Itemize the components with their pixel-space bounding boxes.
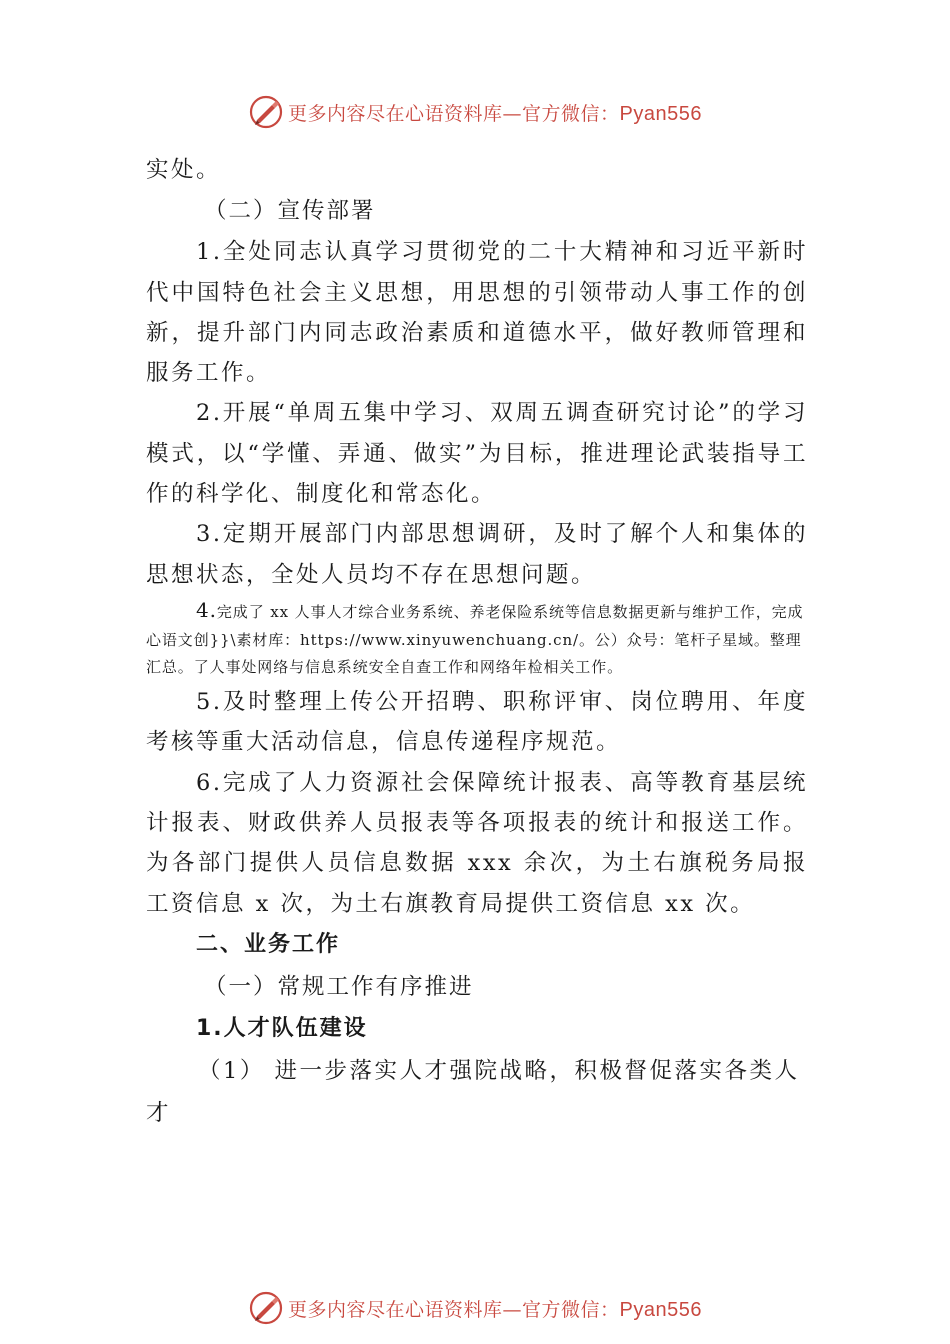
list-item-1: 1.全处同志认真学习贯彻党的二十大精神和习近平新时代中国特色社会主义思想，用思想的引领带动人事工作的创新，提升部门内同志政治素质和道德水平，做好教师管理和服务工作。 (146, 239, 808, 387)
list-item-4 (146, 597, 808, 682)
list-item-5: 5.及时整理上传公开招聘、职称评审、岗位聘用、年度考核等重大活动信息，信息传递程序规范。 (146, 689, 808, 756)
list-item-2: 2.开展“单周五集中学习、双周五调查研究讨论”的学习模式，以“学懂、弄通、做实”为目标，推进理论武装指导工作的科学化、制度化和常态化。 (146, 400, 808, 508)
subsection-heading-routine: （一）常规工作有序推进 (204, 973, 474, 1000)
list-item-4-text: 完成了 xx 人事人才综合业务系统、养老保险系统等信息数据更新与维护工作，完成心语文创}}\素材库：https://www.xinyuwenchuang.cn/。公）众号：笔杆子星域。整理汇总。了人事处网络与信息系统安全自查工作和网络年检相关工作。 (146, 602, 804, 677)
paragraph-talent-1: （1） 进一步落实人才强院战略，积极督促落实各类人才 (146, 1057, 800, 1126)
document-body (146, 150, 808, 1134)
banner-wechat-id: Pyan556 (619, 1298, 702, 1321)
pen-logo-icon (248, 94, 284, 130)
section-heading-propaganda: （二）宣传部署 (204, 198, 376, 225)
paragraph-continuation: 实处。 (146, 157, 222, 183)
banner-text: 更多内容尽在心语资料库—官方微信：Pyan556 (288, 102, 702, 125)
list-item-4-number: 4. (196, 597, 217, 622)
header-banner (0, 92, 950, 132)
section-heading-business: 二、业务工作 (196, 931, 341, 957)
list-item-3: 3.定期开展部门内部思想调研，及时了解个人和集体的思想状态，全处人员均不存在思想问题。 (146, 521, 808, 588)
footer-banner (0, 1288, 950, 1328)
list-item-6: 6.完成了人力资源社会保障统计报表、高等教育基层统计报表、财政供养人员报表等各项报表的统计和报送工作。 为各部门提供人员信息数据 xxx 余次，为土右旗税务局报工资信息 x 次，为土右旗教育局提供工资信息 xx 次。 (146, 769, 808, 917)
subsection-heading-talent: 1.人才队伍建设 (196, 1015, 368, 1041)
pen-logo-icon (248, 1290, 284, 1326)
banner-wechat-id: Pyan556 (619, 102, 702, 125)
banner-text: 更多内容尽在心语资料库—官方微信：Pyan556 (288, 1298, 702, 1321)
